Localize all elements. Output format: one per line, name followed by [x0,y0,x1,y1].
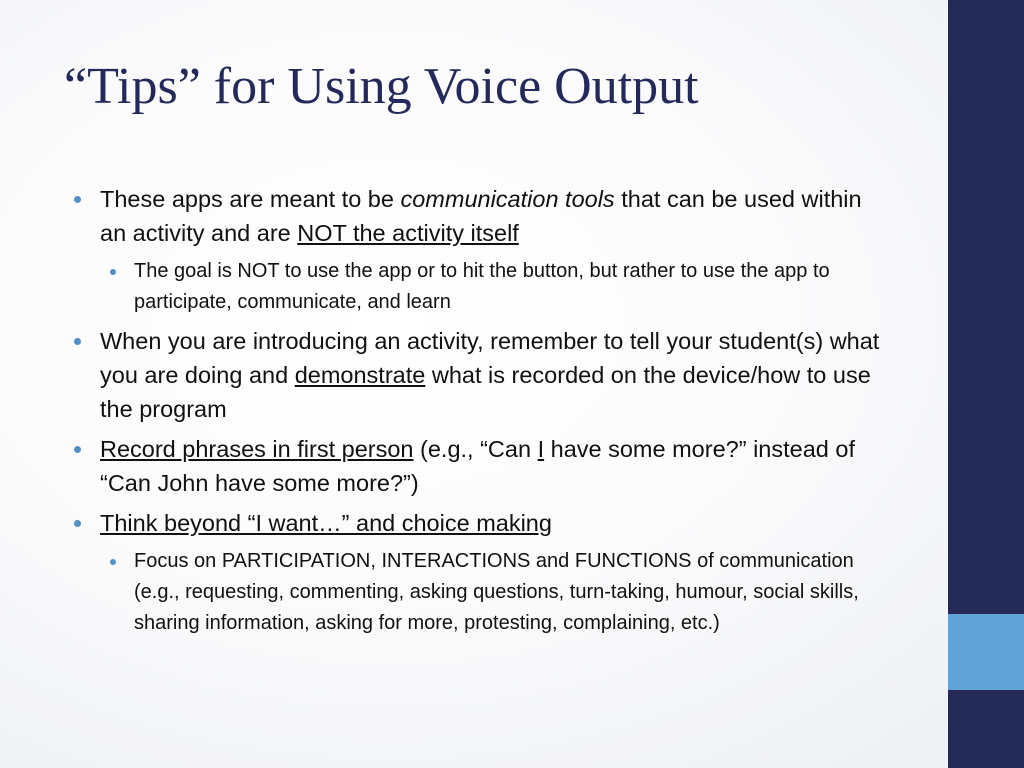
underlined-text: I [537,436,545,462]
bullet-text: have some more?” instead of “Can John have some more?”) [100,436,855,496]
bullet-text: that can be used within an activity and are [100,186,862,246]
bullet-item-2 [74,324,894,426]
slide-title: “Tips” for Using Voice Output [64,58,699,115]
underlined-text: Record phrases in first person [100,436,414,462]
sub-bullet-item-2 [108,546,894,639]
emphasis-text: communication tools [400,186,615,212]
bullet-text: (e.g., “Can [413,436,538,462]
bullet-text: These apps are meant to be [100,186,401,212]
sidebar-decoration [948,0,1024,768]
bullet-text: When you are introducing an activity, remember to tell your student(s) what you are doing and [100,328,880,388]
bullet-item-3 [74,432,894,500]
sidebar-accent-block [948,614,1024,690]
underlined-text: NOT the activity itself [297,220,519,246]
bullet-list [74,182,894,645]
underlined-text: demonstrate [294,362,426,388]
bullet-text: what is recorded on the device/how to use the program [100,362,871,422]
bullet-item-1 [74,182,894,250]
sub-bullet-text: Focus on PARTICIPATION, INTERACTIONS and FUNCTIONS of communication (e.g., requesting, commenting, asking questions, turn-taking, humour, social skills, sharing information, asking for more, protesting, complaining, etc.) [134,550,859,634]
bullet-item-4 [74,506,894,540]
sub-bullet-item-1 [108,256,894,318]
underlined-text: Think beyond “I want…” and choice making [100,510,552,536]
sub-bullet-text: The goal is NOT to use the app or to hit the button, but rather to use the app to participate, communicate, and learn [134,260,830,313]
